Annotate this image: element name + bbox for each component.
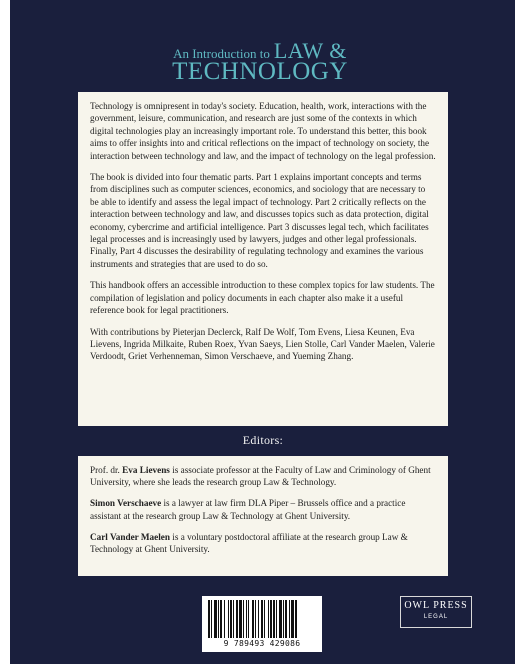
publisher-name: OWL PRESS bbox=[404, 600, 468, 611]
editor-name: Eva Lievens bbox=[122, 465, 170, 475]
barcode-bar bbox=[214, 600, 217, 638]
barcode-bar bbox=[218, 600, 219, 638]
editors-panel bbox=[78, 456, 448, 576]
barcode-icon bbox=[206, 600, 318, 638]
barcode-bar bbox=[279, 600, 282, 638]
editor-name: Simon Verschaeve bbox=[90, 498, 162, 509]
barcode-bar bbox=[252, 600, 254, 638]
barcode-bar bbox=[291, 600, 294, 638]
barcode-bar bbox=[224, 600, 225, 638]
barcode-bar bbox=[255, 600, 256, 638]
publisher-logo bbox=[400, 596, 472, 628]
isbn-barcode bbox=[202, 596, 322, 652]
barcode-bar bbox=[211, 600, 212, 638]
blurb-paragraph-3: This handbook offers an accessible introduction to these complex topics for law students. The compilation of legislation and policy documents in each chapter also make it a useful reference book for legal practitioners. bbox=[90, 280, 435, 316]
barcode-bar bbox=[243, 600, 244, 638]
barcode-bar bbox=[248, 600, 249, 638]
blurb-paragraph-1: Technology is omnipresent in today's society. Education, health, work, interactions with the government, leisure, communication, and research are just some of the contexts in which digital technologies play an increasingly important role. To understand this better, this book aims to offer insights into and critical reflections on the impact of technology on society, the interaction between technology and law, and the impact of technology on the legal profession. bbox=[90, 101, 436, 161]
barcode-bar bbox=[273, 600, 275, 638]
barcode-bar bbox=[236, 600, 238, 638]
barcode-bar bbox=[289, 600, 290, 638]
editor-prefix: Prof. dr. bbox=[90, 465, 123, 475]
editors-heading: Editors: bbox=[242, 433, 284, 447]
barcode-bar bbox=[239, 600, 242, 638]
barcode-bar bbox=[264, 600, 265, 638]
editor-desc: is a voluntary postdoctoral affiliate at the research group Law & Technology at Ghent University. bbox=[90, 531, 408, 555]
barcode-bar bbox=[268, 600, 269, 638]
barcode-bar bbox=[295, 600, 297, 638]
editor-desc: is a lawyer at law firm DLA Piper – Brussels office and a practice assistant at the research group Law & Technology at Ghent University. bbox=[90, 498, 406, 521]
barcode-bar bbox=[230, 600, 232, 638]
barcode-bar bbox=[208, 600, 210, 638]
blurb-paragraph-4: With contributions by Pieterjan Declerck, Ralf De Wolf, Tom Evens, Liesa Keunen, Eva Lievens, Ingrida Milkaite, Ruben Roex, Yvan Saeys, Lien Stolle, Carl Vander Maelen, Valerie Verdoodt, Griet Verhenneman, Simon Verschaeve, and Yueming Zhang. bbox=[90, 326, 435, 362]
title-prefix: An Introduction to bbox=[173, 46, 270, 61]
editor-entry-1 bbox=[90, 464, 436, 488]
blurb-panel bbox=[78, 92, 448, 426]
barcode-bar bbox=[220, 600, 222, 638]
isbn-number: 9 789493 429086 bbox=[223, 639, 301, 648]
barcode-bar bbox=[261, 600, 263, 638]
barcode-bar bbox=[270, 600, 272, 638]
barcode-bar bbox=[285, 600, 287, 638]
barcode-bar bbox=[276, 600, 277, 638]
barcode-bar bbox=[246, 600, 247, 638]
editor-entry-2 bbox=[90, 497, 436, 521]
publisher-imprint: LEGAL bbox=[423, 614, 449, 620]
editor-entry-3 bbox=[90, 531, 436, 555]
barcode-bar bbox=[228, 600, 229, 638]
barcode-bar bbox=[233, 600, 234, 638]
barcode-bar bbox=[283, 600, 284, 638]
barcode-bar bbox=[258, 600, 259, 638]
title-technology: TECHNOLOGY bbox=[172, 58, 348, 85]
blurb-paragraph-2: The book is divided into four thematic parts. Part 1 explains important concepts and terms from disciplines such as computer sciences, economics, and sociology that are necessary to be able to identify and assess the legal impact of technology. Part 2 critically reflects on the interaction between technology and law, and discusses topics such as data protection, digital economy, cybercrime and artificial intelligence. Part 3 discusses legal tech, which facilitates legal processes and is increasingly used by lawyers, judges and other legal professionals. Finally, Part 4 discusses the desirability of regulating technology and examines the various instruments and strategies that are used to do so. bbox=[90, 172, 429, 269]
editor-name: Carl Vander Maelen bbox=[90, 531, 170, 542]
editor-desc: is associate professor at the Faculty of Law and Criminology of Ghent University, where she leads the research group Law & Technology. bbox=[90, 465, 431, 488]
title-law: LAW & bbox=[273, 38, 347, 63]
